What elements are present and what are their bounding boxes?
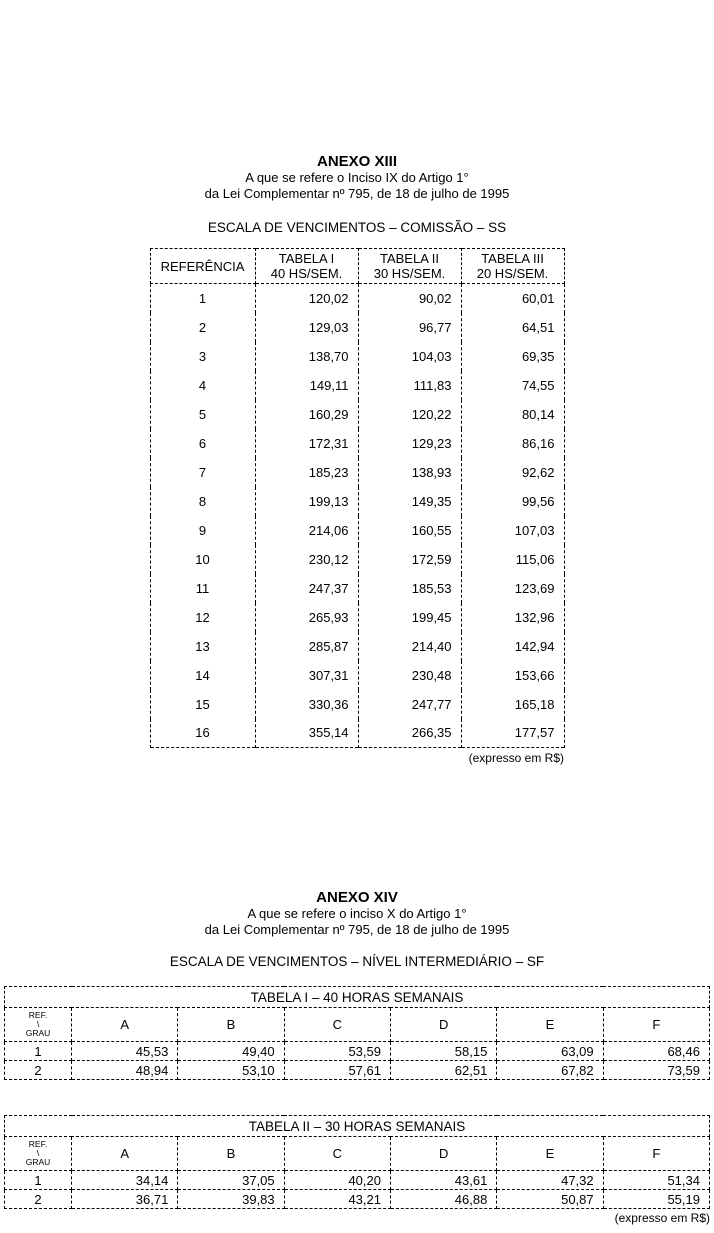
value-cell: 355,14 (255, 719, 358, 748)
currency-note-anexo14: (expresso em R$) (614, 1211, 710, 1225)
ref-cell: 1 (150, 284, 255, 313)
value-cell: 50,87 (497, 1190, 603, 1209)
value-cell: 129,03 (255, 313, 358, 342)
col-header-line1: TABELA II (379, 251, 439, 266)
value-cell: 53,59 (284, 1042, 390, 1061)
value-cell: 51,34 (603, 1171, 709, 1190)
value-cell: 172,31 (255, 429, 358, 458)
value-cell: 185,53 (358, 574, 461, 603)
anexo13-salary-table (150, 248, 565, 748)
value-cell: 46,88 (390, 1190, 496, 1209)
ref-cell: 3 (150, 342, 255, 371)
value-cell: 120,22 (358, 400, 461, 429)
ref-cell: 15 (150, 690, 255, 719)
value-cell: 307,31 (255, 661, 358, 690)
value-cell: 230,12 (255, 545, 358, 574)
anexo13-subtitle-2: da Lei Complementar nº 795, de 18 de julho de 1995 (204, 186, 510, 201)
col-header-line2: 40 HS/SEM. (270, 266, 343, 281)
table-row (150, 487, 564, 516)
value-cell: 96,77 (358, 313, 461, 342)
value-cell: 172,59 (358, 545, 461, 574)
anexo14-title: ANEXO XIV (316, 889, 398, 906)
corner-line1: REF. (28, 1139, 48, 1149)
table-row (5, 1171, 710, 1190)
table-row (150, 574, 564, 603)
ref-cell: 7 (150, 458, 255, 487)
value-cell: 43,21 (284, 1190, 390, 1209)
anexo14-scale-title: ESCALA DE VENCIMENTOS – NÍVEL INTERMEDIÁRIO – SF (169, 954, 545, 969)
corner-header-ref-grau (5, 1008, 72, 1042)
col-header-F: F (603, 1008, 709, 1042)
anexo14-subtitle-2: da Lei Complementar nº 795, de 18 de julho de 1995 (204, 922, 510, 937)
col-header-line2: 30 HS/SEM. (373, 266, 446, 281)
grau-cell: 1 (5, 1042, 72, 1061)
value-cell: 43,61 (390, 1171, 496, 1190)
value-cell: 247,77 (358, 690, 461, 719)
col-header-B: B (178, 1137, 284, 1171)
value-cell: 266,35 (358, 719, 461, 748)
col-header-B: B (178, 1008, 284, 1042)
value-cell: 58,15 (390, 1042, 496, 1061)
ref-cell: 10 (150, 545, 255, 574)
col-header-referencia (150, 249, 255, 284)
value-cell: 69,35 (461, 342, 564, 371)
ref-cell: 14 (150, 661, 255, 690)
value-cell: 199,13 (255, 487, 358, 516)
value-cell: 90,02 (358, 284, 461, 313)
value-cell: 138,93 (358, 458, 461, 487)
value-cell: 47,32 (497, 1171, 603, 1190)
col-header-F: F (603, 1137, 709, 1171)
ref-cell: 12 (150, 603, 255, 632)
value-cell: 55,19 (603, 1190, 709, 1209)
value-cell: 74,55 (461, 371, 564, 400)
value-cell: 40,20 (284, 1171, 390, 1190)
value-cell: 165,18 (461, 690, 564, 719)
header-row (5, 1008, 710, 1042)
col-header-tabela2 (358, 249, 461, 284)
value-cell: 99,56 (461, 487, 564, 516)
corner-line2: \ (36, 1148, 40, 1158)
header-row (150, 249, 564, 284)
value-cell: 177,57 (461, 719, 564, 748)
value-cell: 48,94 (72, 1061, 178, 1080)
anexo14-subtitle-1: A que se refere o inciso X do Artigo 1° (247, 906, 467, 921)
value-cell: 132,96 (461, 603, 564, 632)
table-row (150, 313, 564, 342)
value-cell: 160,29 (255, 400, 358, 429)
ref-cell: 9 (150, 516, 255, 545)
table-row (5, 1190, 710, 1209)
value-cell: 80,14 (461, 400, 564, 429)
value-cell: 49,40 (178, 1042, 284, 1061)
anexo13-scale-title: ESCALA DE VENCIMENTOS – COMISSÃO – SS (207, 220, 507, 235)
table-row (150, 284, 564, 313)
anexo13-subtitle-1: A que se refere o Inciso IX do Artigo 1° (245, 170, 469, 185)
col-header-A: A (72, 1008, 178, 1042)
table-row (150, 719, 564, 748)
value-cell: 64,51 (461, 313, 564, 342)
anexo14-table1-40h (4, 986, 710, 1080)
table-row (5, 1042, 710, 1061)
value-cell: 53,10 (178, 1061, 284, 1080)
corner-line3: GRAU (25, 1157, 51, 1167)
col-header-line2: 20 HS/SEM. (476, 266, 549, 281)
table-row (5, 1061, 710, 1080)
col-header-E: E (497, 1137, 603, 1171)
anexo14-table2-30h (4, 1115, 710, 1209)
value-cell: 34,14 (72, 1171, 178, 1190)
col-header-line1: TABELA I (278, 251, 335, 266)
anexo13-title: ANEXO XIII (316, 153, 398, 170)
table-row (150, 371, 564, 400)
ref-cell: 2 (150, 313, 255, 342)
ref-cell: 16 (150, 719, 255, 748)
value-cell: 57,61 (284, 1061, 390, 1080)
table-row (150, 400, 564, 429)
ref-cell: 11 (150, 574, 255, 603)
value-cell: 68,46 (603, 1042, 709, 1061)
table-row (150, 603, 564, 632)
corner-header-ref-grau (5, 1137, 72, 1171)
ref-cell: 6 (150, 429, 255, 458)
col-header-A: A (72, 1137, 178, 1171)
value-cell: 107,03 (461, 516, 564, 545)
table-row (150, 429, 564, 458)
value-cell: 123,69 (461, 574, 564, 603)
value-cell: 265,93 (255, 603, 358, 632)
value-cell: 285,87 (255, 632, 358, 661)
value-cell: 39,83 (178, 1190, 284, 1209)
table-title-row (5, 1116, 710, 1137)
value-cell: 129,23 (358, 429, 461, 458)
value-cell: 149,35 (358, 487, 461, 516)
value-cell: 330,36 (255, 690, 358, 719)
col-header-tabela1 (255, 249, 358, 284)
value-cell: 63,09 (497, 1042, 603, 1061)
table-row (150, 342, 564, 371)
value-cell: 199,45 (358, 603, 461, 632)
value-cell: 115,06 (461, 545, 564, 574)
value-cell: 111,83 (358, 371, 461, 400)
value-cell: 214,06 (255, 516, 358, 545)
corner-line3: GRAU (25, 1028, 51, 1038)
value-cell: 62,51 (390, 1061, 496, 1080)
table-row (150, 632, 564, 661)
grau-cell: 1 (5, 1171, 72, 1190)
value-cell: 149,11 (255, 371, 358, 400)
value-cell: 36,71 (72, 1190, 178, 1209)
table-title-row (5, 987, 710, 1008)
table-row (150, 545, 564, 574)
ref-cell: 5 (150, 400, 255, 429)
col-header-D: D (390, 1137, 496, 1171)
value-cell: 104,03 (358, 342, 461, 371)
value-cell: 138,70 (255, 342, 358, 371)
value-cell: 230,48 (358, 661, 461, 690)
col-header-label: REFERÊNCIA (160, 258, 245, 274)
col-header-line1: TABELA III (481, 251, 544, 266)
col-header-D: D (390, 1008, 496, 1042)
value-cell: 214,40 (358, 632, 461, 661)
col-header-tabela3 (461, 249, 564, 284)
value-cell: 73,59 (603, 1061, 709, 1080)
col-header-E: E (497, 1008, 603, 1042)
value-cell: 120,02 (255, 284, 358, 313)
table1-title: TABELA I – 40 HORAS SEMANAIS (5, 987, 710, 1008)
corner-line1: REF. (28, 1010, 48, 1020)
table-row (150, 516, 564, 545)
ref-cell: 13 (150, 632, 255, 661)
col-header-C: C (284, 1137, 390, 1171)
value-cell: 60,01 (461, 284, 564, 313)
value-cell: 37,05 (178, 1171, 284, 1190)
value-cell: 92,62 (461, 458, 564, 487)
value-cell: 86,16 (461, 429, 564, 458)
value-cell: 160,55 (358, 516, 461, 545)
value-cell: 153,66 (461, 661, 564, 690)
grau-cell: 2 (5, 1190, 72, 1209)
value-cell: 67,82 (497, 1061, 603, 1080)
value-cell: 185,23 (255, 458, 358, 487)
value-cell: 45,53 (72, 1042, 178, 1061)
ref-cell: 8 (150, 487, 255, 516)
value-cell: 247,37 (255, 574, 358, 603)
table-row (150, 690, 564, 719)
table-row (150, 661, 564, 690)
corner-line2: \ (36, 1019, 40, 1029)
table-row (150, 458, 564, 487)
ref-cell: 4 (150, 371, 255, 400)
col-header-C: C (284, 1008, 390, 1042)
table2-title: TABELA II – 30 HORAS SEMANAIS (5, 1116, 710, 1137)
header-row (5, 1137, 710, 1171)
currency-note-anexo13: (expresso em R$) (468, 751, 564, 765)
grau-cell: 2 (5, 1061, 72, 1080)
value-cell: 142,94 (461, 632, 564, 661)
